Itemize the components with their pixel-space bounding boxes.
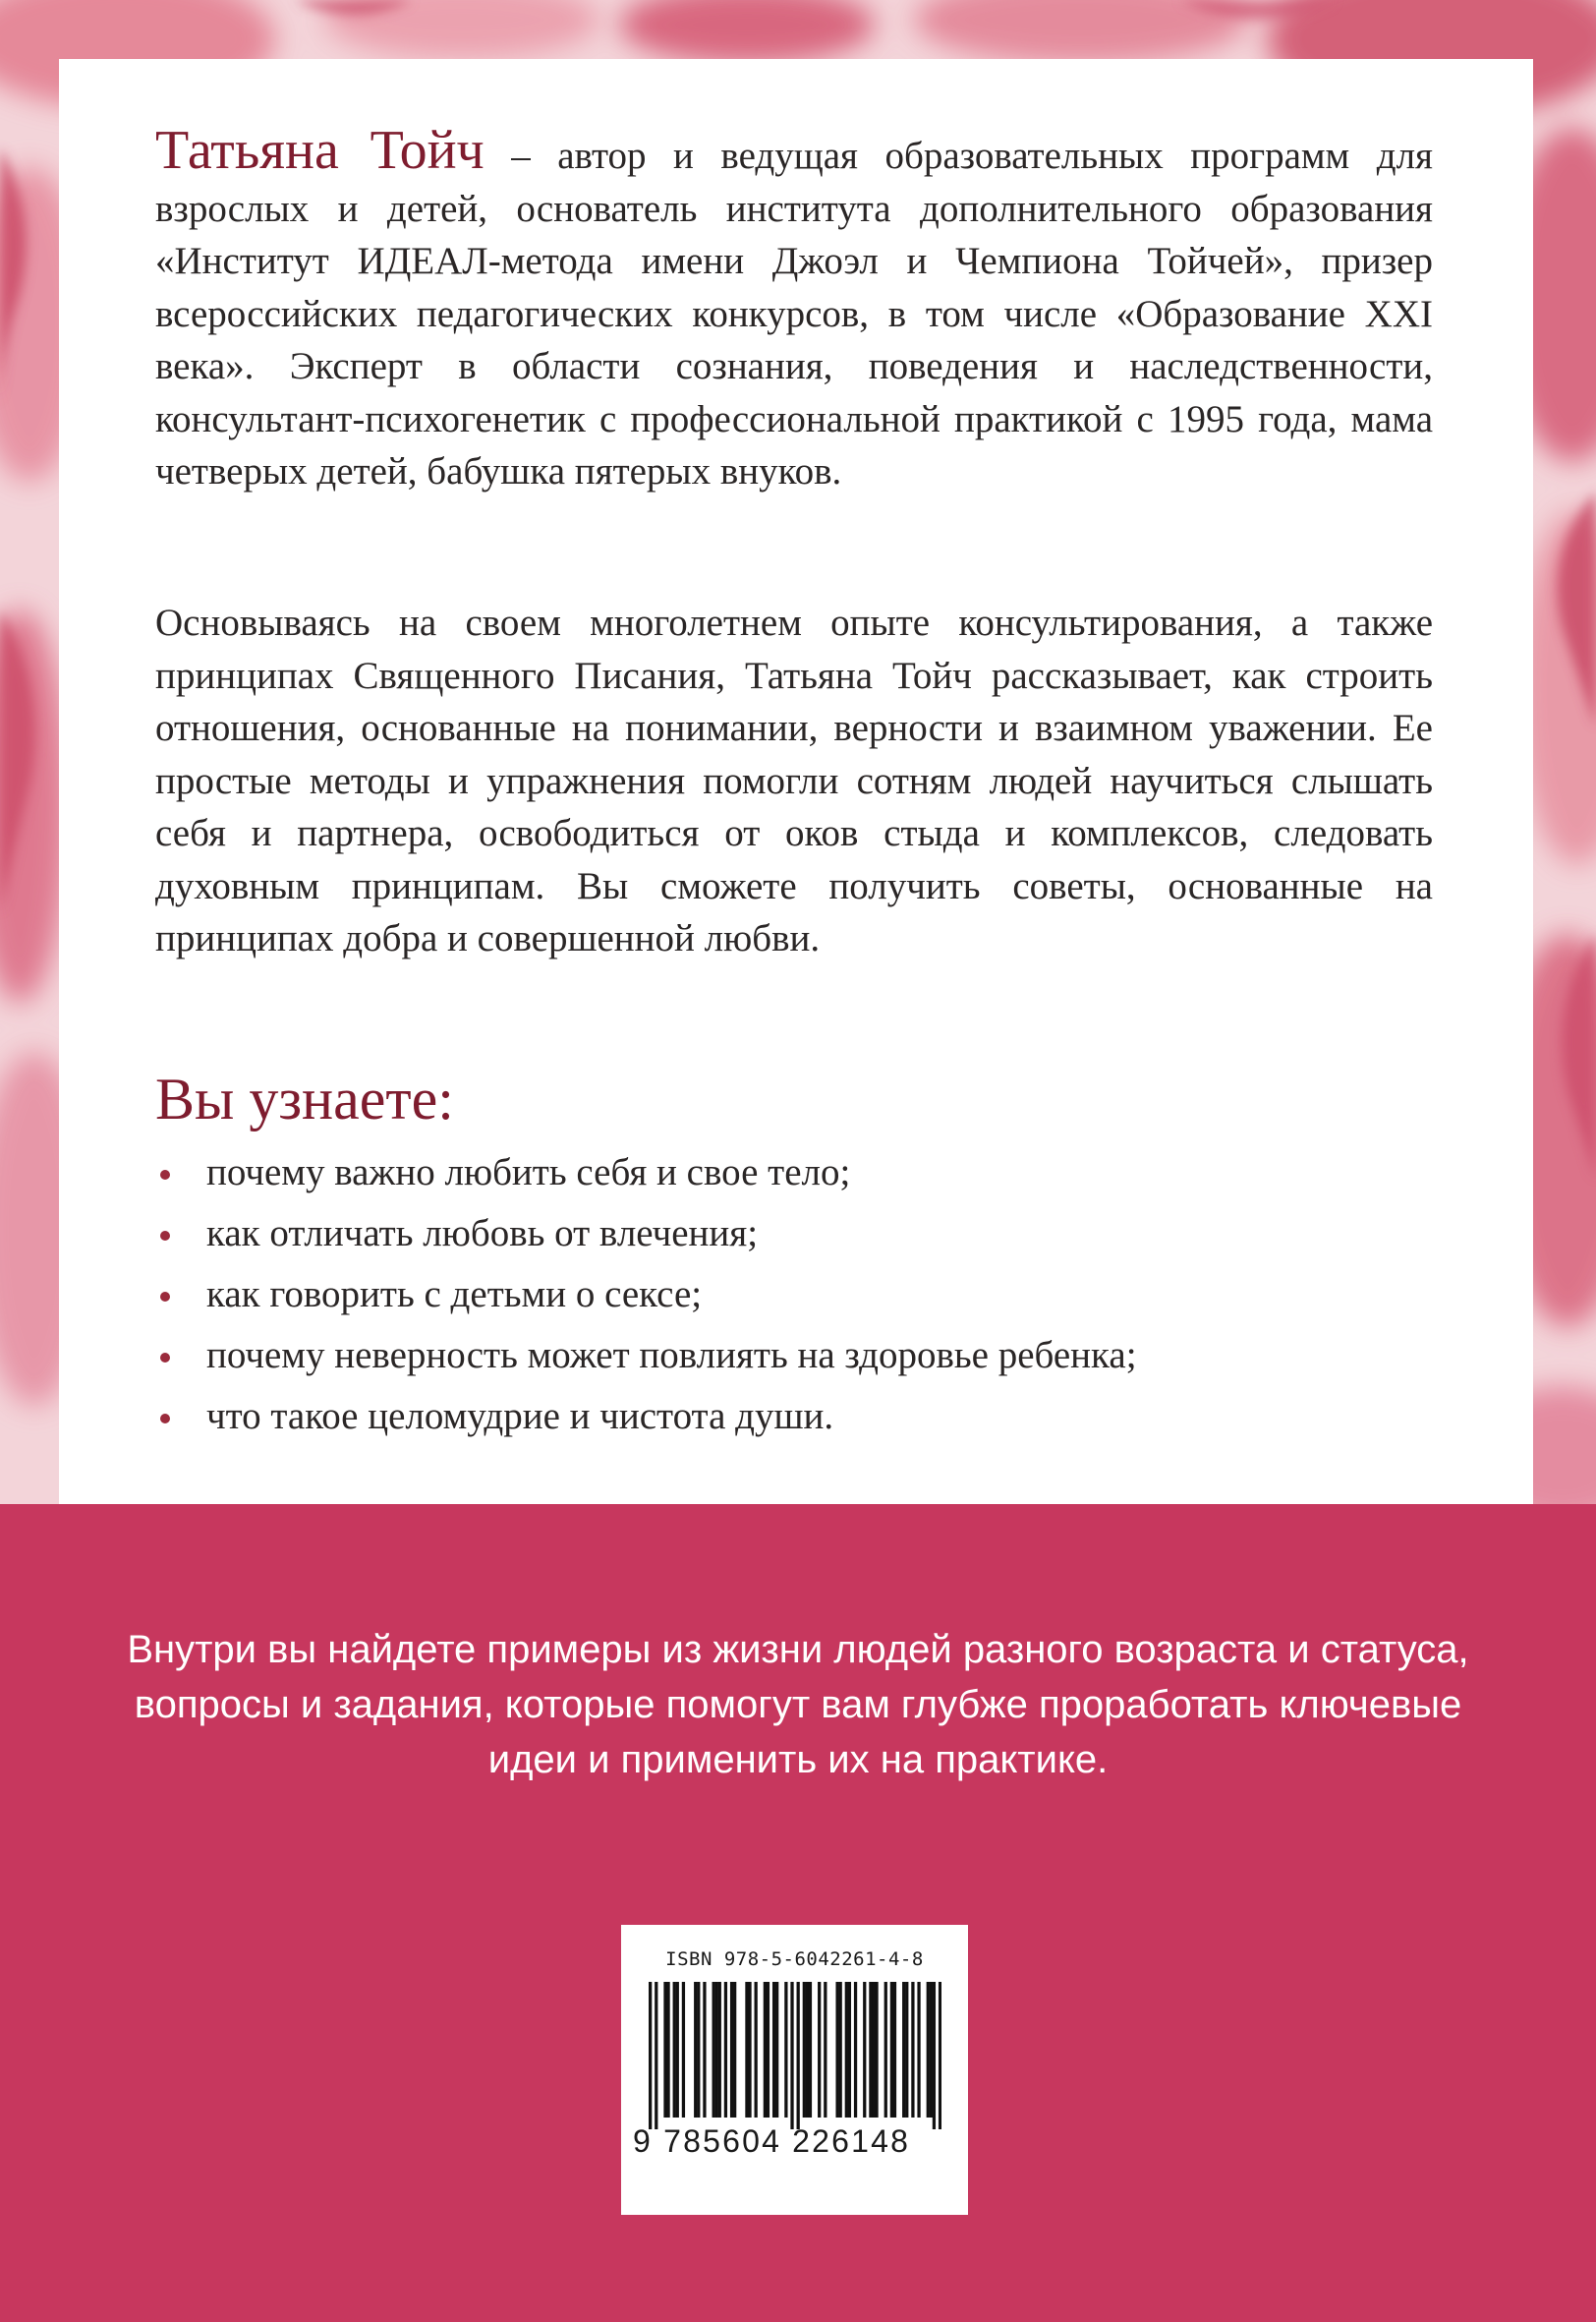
list-item-text: почему важно любить себя и свое тело; [206,1151,851,1193]
list-item-text: как отличать любовь от влечения; [206,1212,759,1254]
learn-list [155,1142,1433,1447]
barcode-icon [649,1982,941,2129]
list-item [155,1386,1433,1447]
bullet-icon [160,1231,170,1241]
bullet-icon [160,1414,170,1423]
list-item [155,1264,1433,1325]
bullet-icon [160,1292,170,1302]
list-item-text: почему неверность может повлиять на здоровье ребенка; [206,1334,1137,1376]
barcode-digits: 9 785604 226148 [633,2123,911,2159]
list-item [155,1142,1433,1203]
book-description: Основываясь на своем многолетнем опыте консультирования, а также принципах Священного Писания, Татьяна Тойч рассказывает, как строить отношения, основанные на понимании, верности и взаимном уважении. Ее простые методы и упражнения помогли сотням людей научиться слышать себя и партнера, освободиться от оков стыда и комплексов, следовать духовным принципам. Вы сможете получить советы, основанные на принципах добра и совершенной любви. [155,602,1433,959]
list-item [155,1203,1433,1264]
barcode-box [621,1925,968,2215]
learn-heading: Вы узнаете: [155,1067,454,1132]
bullet-icon [160,1353,170,1363]
promo-text: Внутри вы найдете примеры из жизни людей разного возраста и статуса, вопросы и задания, которые помогут вам глубже проработать ключевые идеи и применить их на практике. [127,1628,1469,1781]
author-intro-text: – автор и ведущая образовательных программ для взрослых и детей, основатель института дополнительного образования «Институт ИДЕАЛ-метода имени Джоэл и Чемпиона Тойчей», призер всероссийских педагогических конкурсов, в том числе «Образование XXI века». Эксперт в области сознания, поведения и наследственности, консультант-психогенетик с профессиональной практикой с 1995 года, мама четверых детей, бабушка пятерых внуков. [155,135,1433,493]
list-item-text: что такое целомудрие и чистота души. [206,1395,834,1437]
author-intro [155,120,1433,498]
list-item [155,1325,1433,1386]
list-item-text: как говорить с детьми о сексе; [206,1273,703,1315]
isbn-label: ISBN 978-5-6042261-4-8 [665,1948,924,1970]
bullet-icon [160,1170,170,1180]
author-name: Татьяна Тойч [155,120,484,181]
